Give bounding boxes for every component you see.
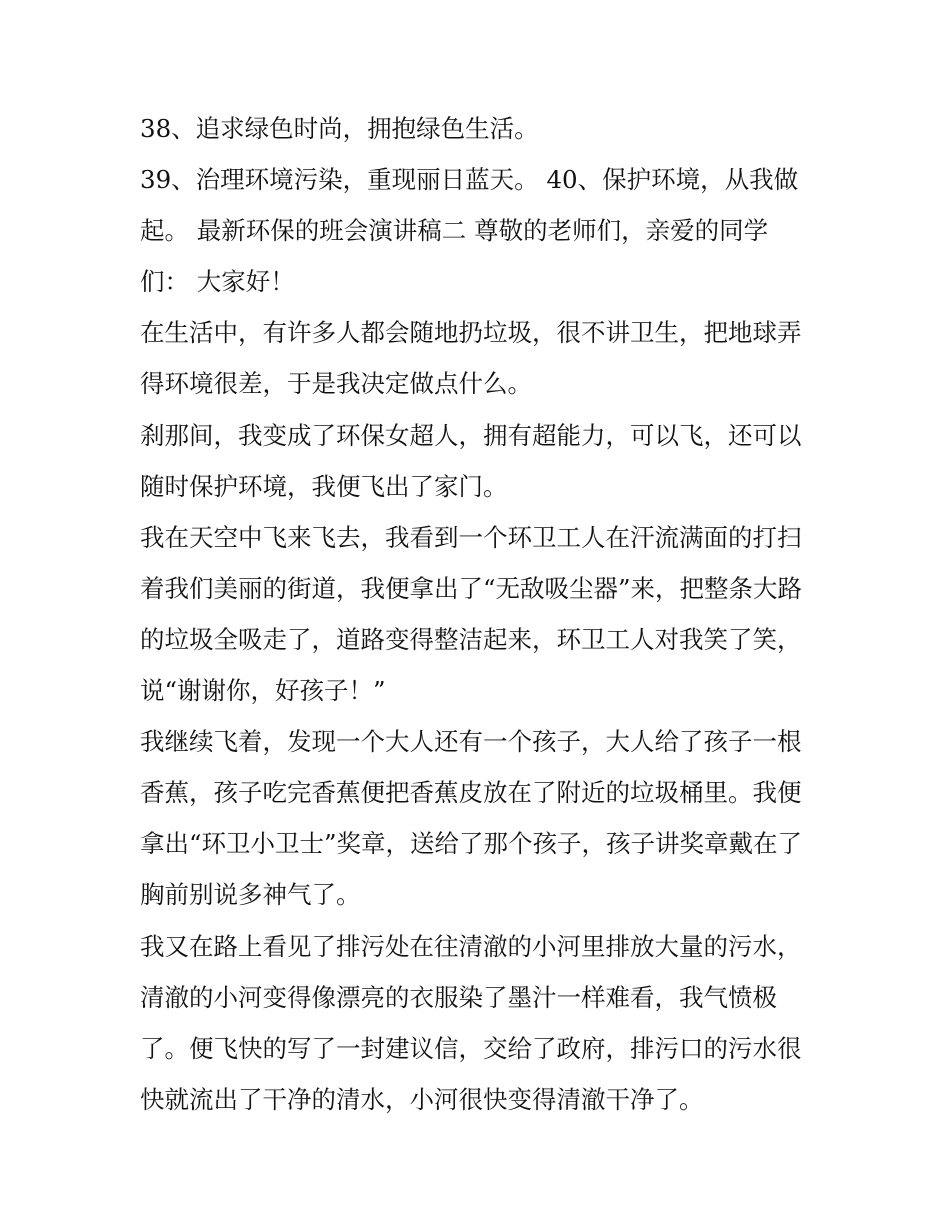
text-line: 们： 大家好！ <box>140 267 295 297</box>
text-line: 拿出“环卫小卫士”奖章，送给了那个孩子，孩子讲奖章戴在了 <box>140 829 803 859</box>
text-line: 我又在路上看见了排污处在往清澈的小河里排放大量的污水， <box>140 931 802 961</box>
text-line: 胸前别说多神气了。 <box>140 880 361 910</box>
text-line: 了。便飞快的写了一封建议信，交给了政府，排污口的污水很 <box>140 1033 802 1063</box>
document-body <box>140 103 830 1125</box>
text-line: 的垃圾全吸走了，道路变得整洁起来，环卫工人对我笑了笑， <box>140 624 802 654</box>
text-line: 38、追求绿色时尚，拥抱绿色生活。 <box>140 114 539 143</box>
text-line: 快就流出了干净的清水，小河很快变得清澈干净了。 <box>140 1084 704 1114</box>
text-line: 随时保护环境，我便飞出了家门。 <box>140 471 508 501</box>
text-line: 我在天空中飞来飞去，我看到一个环卫工人在汗流满面的打扫 <box>140 522 802 552</box>
text-line: 在生活中，有许多人都会随地扔垃圾，很不讲卫生，把地球弄 <box>140 318 802 348</box>
text-line: 得环境很差，于是我决定做点什么。 <box>140 369 532 399</box>
text-line: 说“谢谢你，好孩子！” <box>140 676 386 706</box>
text-line: 39、治理环境污染，重现丽日蓝天。 40、保护环境，从我做 <box>140 165 799 195</box>
text-line: 着我们美丽的街道，我便拿出了“无敌吸尘器”来，把整条大路 <box>140 573 803 603</box>
text-line: 我继续飞着，发现一个大人还有一个孩子，大人给了孩子一根 <box>140 727 802 757</box>
text-line: 清澈的小河变得像漂亮的衣服染了墨汁一样难看，我气愤极 <box>140 982 777 1012</box>
text-line: 刹那间，我变成了环保女超人，拥有超能力，可以飞，还可以 <box>140 420 802 450</box>
text-line: 起。 最新环保的班会演讲稿二 尊敬的老师们，亲爱的同学 <box>140 216 769 246</box>
text-line: 香蕉，孩子吃完香蕉便把香蕉皮放在了附近的垃圾桶里。我便 <box>140 778 802 808</box>
